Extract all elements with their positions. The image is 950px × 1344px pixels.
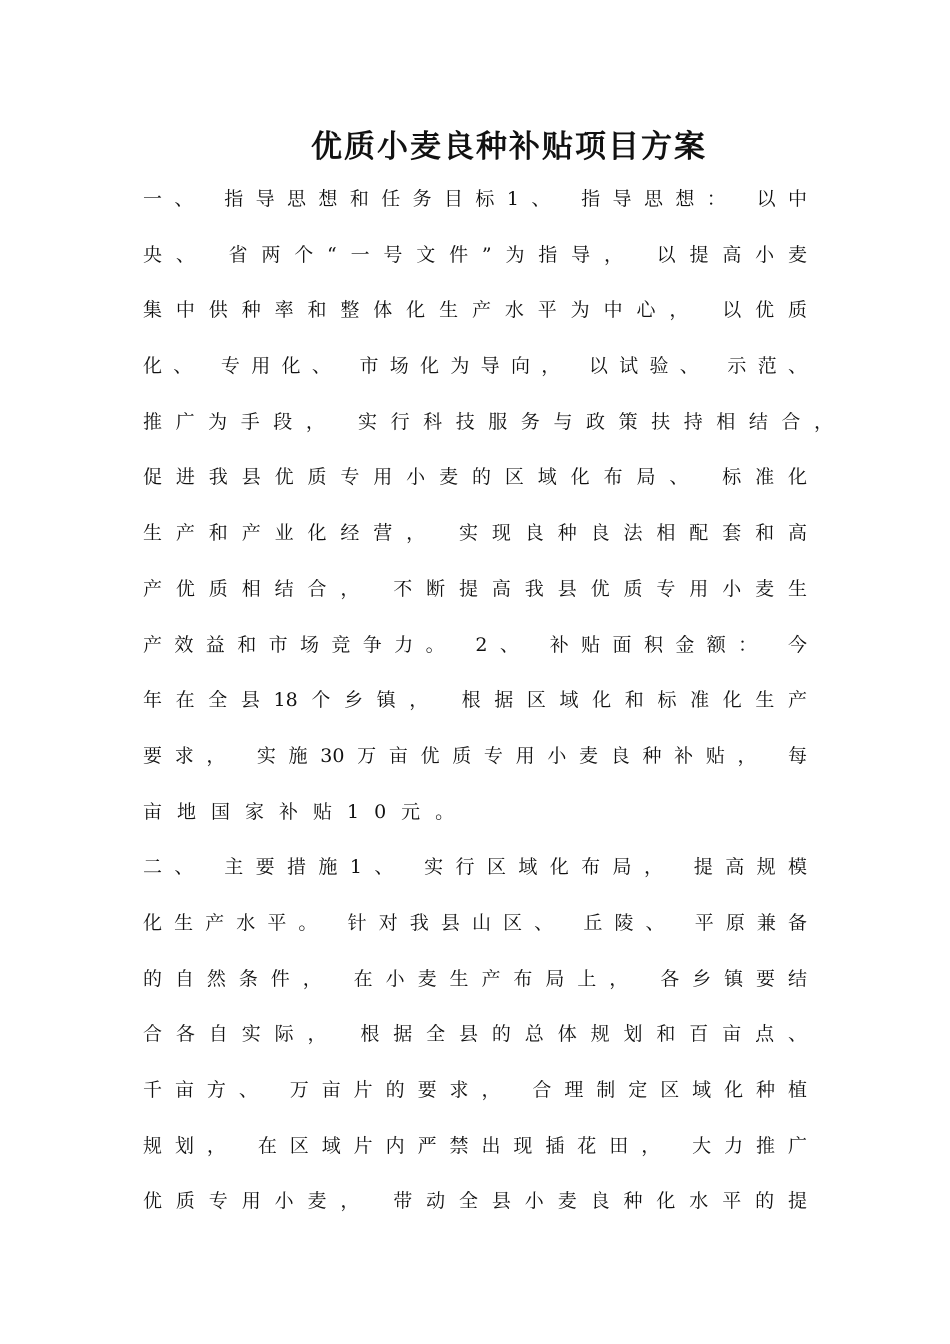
text-line: 促进我县优质专用小麦的区域化布局、 标准化	[143, 466, 807, 489]
text-line: 要求， 实施30万亩优质专用小麦良种补贴， 每	[143, 744, 807, 767]
text-line: 产优质相结合， 不断提高我县优质专用小麦生	[143, 577, 807, 600]
text-line: 年在全县18个乡镇， 根据区域化和标准化生产	[143, 689, 807, 712]
text-line: 产效益和市场竞争力。 2、 补贴面积金额： 今	[143, 633, 807, 656]
text-line: 二、 主要措施1、 实行区域化布局， 提高规模	[143, 856, 807, 879]
text-line: 化生产水平。 针对我县山区、 丘陵、 平原兼备	[143, 911, 807, 934]
text-line: 一、 指导思想和任务目标1、 指导思想： 以中	[143, 188, 807, 210]
text-line: 生产和产业化经营， 实现良种良法相配套和高	[143, 522, 807, 545]
document-body	[143, 172, 843, 1230]
text-line: 合各自实际， 根据全县的总体规划和百亩点、	[143, 1023, 807, 1046]
text-line: 集中供种率和整体化生产水平为中心， 以优质	[143, 299, 807, 322]
text-line: 化、 专用化、 市场化为导向， 以试验、 示范、	[143, 355, 807, 378]
text-line: 规划， 在区域片内严禁出现插花田， 大力推广	[143, 1134, 807, 1157]
text-line: 推广为手段， 实行科技服务与政策扶持相结合，	[143, 410, 833, 433]
text-line: 优质专用小麦， 带动全县小麦良种化水平的提	[143, 1190, 807, 1213]
text-line: 亩地国家补贴10元。	[143, 800, 470, 823]
text-line: 的自然条件， 在小麦生产布局上， 各乡镇要结	[143, 967, 807, 990]
document-title: 优质小麦良种补贴项目方案	[311, 129, 707, 165]
title-area	[0, 0, 950, 200]
text-line: 千亩方、 万亩片的要求， 合理制定区域化种植	[143, 1079, 807, 1101]
text-line: 央、 省两个“一号文件”为指导， 以提高小麦	[143, 243, 807, 266]
